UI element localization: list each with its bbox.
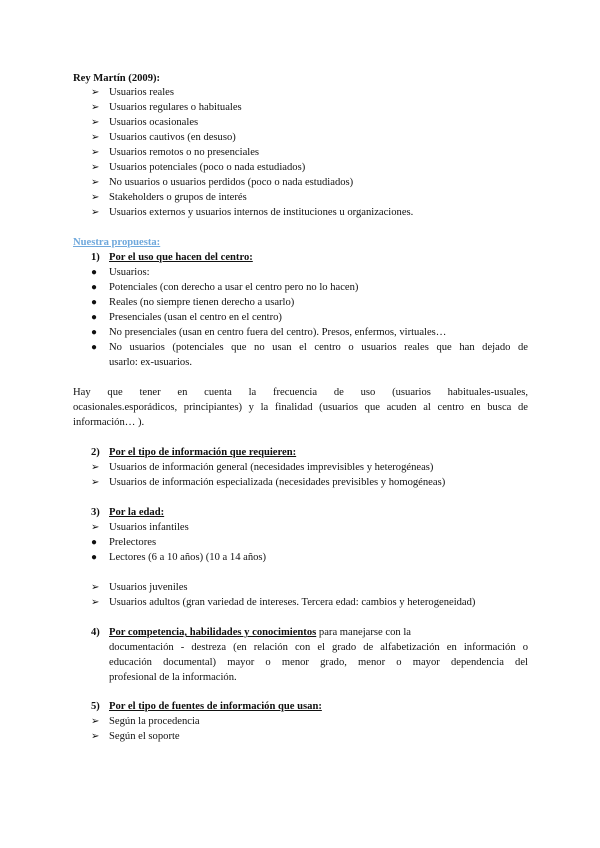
paragraph-line: Hay que tener en cuenta la frecuencia de uso (usuarios habituales-usuales,	[73, 387, 528, 398]
list-item: Usuarios remotos o no presenciales	[109, 147, 260, 158]
list-item: Usuarios externos y usuarios internos de instituciones u organizaciones.	[109, 207, 414, 218]
section-title-line	[109, 626, 411, 640]
section-title: Por el uso que hacen del centro:	[109, 252, 253, 263]
section-title-rest: para manejarse con la	[316, 627, 411, 638]
arrow-bullet-icon: ➢	[91, 462, 100, 473]
dot-bullet-icon: ●	[91, 537, 98, 548]
list-item: Según el soporte	[109, 731, 180, 742]
section-number: 1)	[91, 252, 100, 263]
list-item: Usuarios cautivos (en desuso)	[109, 132, 236, 143]
arrow-bullet-icon: ➢	[91, 207, 100, 218]
arrow-bullet-icon: ➢	[91, 117, 100, 128]
arrow-bullet-icon: ➢	[91, 177, 100, 188]
list-item: No presenciales (usan en centro fuera del centro). Presos, enfermos, virtuales…	[109, 327, 447, 338]
list-item: No usuarios o usuarios perdidos (poco o nada estudiados)	[109, 177, 354, 188]
rey-heading: Rey Martín (2009):	[73, 73, 161, 84]
list-item: Usuarios infantiles	[109, 522, 189, 533]
list-item: Según la procedencia	[109, 716, 200, 727]
section-title: Por el tipo de información que requieren:	[109, 447, 297, 458]
arrow-bullet-icon: ➢	[91, 102, 100, 113]
list-item: Presenciales (usan el centro en el centro)	[109, 312, 282, 323]
dot-bullet-icon: ●	[91, 552, 98, 563]
arrow-bullet-icon: ➢	[91, 597, 100, 608]
section-title: Por la edad:	[109, 507, 165, 518]
list-item: Usuarios de información general (necesidades imprevisibles y heterogéneas)	[109, 462, 434, 473]
list-item: Usuarios potenciales (poco o nada estudiados)	[109, 162, 306, 173]
arrow-bullet-icon: ➢	[91, 87, 100, 98]
paragraph-line: información… ).	[73, 417, 145, 428]
list-item: Usuarios juveniles	[109, 582, 188, 593]
dot-bullet-icon: ●	[91, 327, 98, 338]
arrow-bullet-icon: ➢	[91, 147, 100, 158]
paragraph-line: profesional de la información.	[109, 672, 237, 683]
arrow-bullet-icon: ➢	[91, 716, 100, 727]
section-title: Por competencia, habilidades y conocimientos	[109, 627, 317, 638]
arrow-bullet-icon: ➢	[91, 522, 100, 533]
list-item: Lectores (6 a 10 años) (10 a 14 años)	[109, 552, 267, 563]
list-item: Reales (no siempre tienen derecho a usarlo)	[109, 297, 295, 308]
paragraph-line: documentación - destreza (en relación con el grado de alfabetización en información o	[109, 642, 528, 653]
arrow-bullet-icon: ➢	[91, 192, 100, 203]
list-item-continuation: usarlo: ex-usuarios.	[109, 357, 192, 368]
section-number: 5)	[91, 701, 100, 712]
section-number: 4)	[91, 627, 100, 638]
arrow-bullet-icon: ➢	[91, 582, 100, 593]
dot-bullet-icon: ●	[91, 297, 98, 308]
list-item: Usuarios de información especializada (necesidades previsibles y homogéneas)	[109, 477, 446, 488]
paragraph-line: educación documental) mayor o menor grado, menor o mayor dependencia del	[109, 657, 528, 668]
section-title: Por el tipo de fuentes de información que usan:	[109, 701, 322, 712]
section-number: 3)	[91, 507, 100, 518]
arrow-bullet-icon: ➢	[91, 162, 100, 173]
arrow-bullet-icon: ➢	[91, 132, 100, 143]
list-item: Usuarios adultos (gran variedad de intereses. Tercera edad: cambios y heterogeneidad)	[109, 597, 476, 608]
dot-bullet-icon: ●	[91, 312, 98, 323]
arrow-bullet-icon: ➢	[91, 731, 100, 742]
list-item: Usuarios ocasionales	[109, 117, 199, 128]
arrow-bullet-icon: ➢	[91, 477, 100, 488]
dot-bullet-icon: ●	[91, 342, 98, 353]
list-item: No usuarios (potenciales que no usan el centro o usuarios reales que han dejado de	[109, 342, 528, 353]
list-item: Prelectores	[109, 537, 157, 548]
dot-bullet-icon: ●	[91, 267, 98, 278]
list-item: Stakeholders o grupos de interés	[109, 192, 247, 203]
propuesta-heading: Nuestra propuesta:	[73, 237, 161, 248]
paragraph-line: ocasionales.esporádicos, principiantes) y la finalidad (usuarios que acuden al centro en busca de	[73, 402, 528, 413]
dot-bullet-icon: ●	[91, 282, 98, 293]
list-item: Usuarios:	[109, 267, 150, 278]
list-item: Usuarios regulares o habituales	[109, 102, 242, 113]
section-number: 2)	[91, 447, 100, 458]
list-item: Usuarios reales	[109, 87, 175, 98]
list-item: Potenciales (con derecho a usar el centro pero no lo hacen)	[109, 282, 359, 293]
